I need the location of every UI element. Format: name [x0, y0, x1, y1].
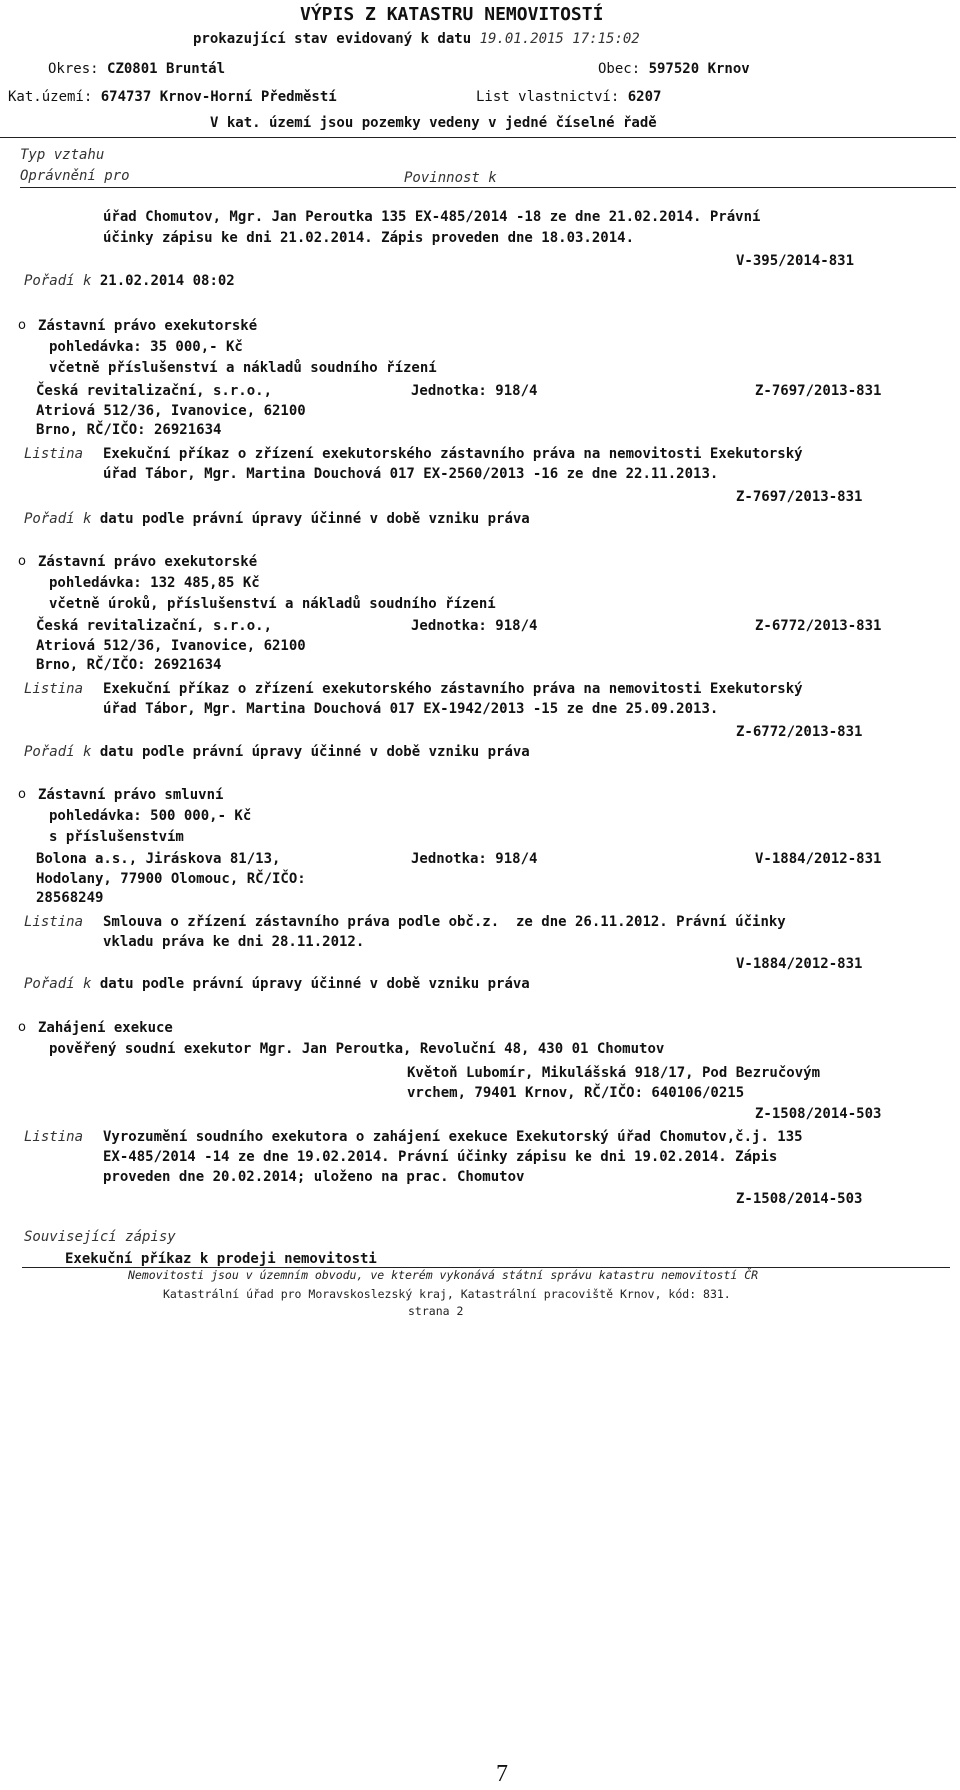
exekuce-code: Z-1508/2014-503 — [755, 1106, 882, 1122]
entry-3-poradi-value: datu podle právní úpravy účinné v době vzniku práva — [99, 976, 530, 992]
entry-3-party-2: Hodolany, 77900 Olomouc, RČ/IČO: — [36, 871, 306, 887]
exekuce-party-1: Květoň Lubomír, Mikulášská 918/17, Pod Bezručovým — [407, 1065, 821, 1081]
entry-1-code: Z-7697/2013-831 — [755, 383, 882, 399]
lv-value: 6207 — [627, 89, 662, 105]
entry-3-line-1: pohledávka: 500 000,- Kč — [49, 808, 252, 824]
intro-poradi-label: Pořadí k — [24, 273, 92, 289]
rada-note: V kat. území jsou pozemky vedeny v jedné číselné řadě — [210, 115, 657, 131]
entry-2-party-3: Brno, RČ/IČO: 26921634 — [36, 657, 222, 673]
col-povinnost: Povinnost k — [404, 170, 497, 186]
lv-label: List vlastnictví: — [476, 89, 628, 105]
exekuce-title: Zahájení exekuce — [38, 1020, 173, 1036]
entry-2-listina-2: úřad Tábor, Mgr. Martina Douchová 017 EX-1942/2013 -15 ze dne 25.09.2013. — [103, 701, 719, 717]
entry-3-listina-1: Smlouva o zřízení zástavního práva podle obč.z. ze dne 26.11.2012. Právní účinky — [103, 914, 786, 930]
col-typ-vztahu: Typ vztahu — [20, 147, 105, 163]
entry-2-bullet: o — [18, 554, 26, 569]
entry-1-line-2: včetně příslušenství a nákladů soudního řízení — [49, 360, 437, 376]
entry-3-listina-label: Listina — [24, 914, 84, 930]
entry-3-title: Zástavní právo smluvní — [38, 787, 224, 803]
entry-3-unit: Jednotka: 918/4 — [411, 851, 538, 867]
souvisejici-value: Exekuční příkaz k prodeji nemovitosti — [65, 1251, 377, 1267]
entry-1-listina-1: Exekuční příkaz o zřízení exekutorského zástavního práva na nemovitosti Exekutorský — [103, 446, 803, 462]
entry-3-poradi — [24, 975, 530, 993]
entry-1-line-1: pohledávka: 35 000,- Kč — [49, 339, 243, 355]
exekuce-listina-2: EX-485/2014 -14 ze dne 19.02.2014. Právní účinky zápisu ke dni 19.02.2014. Zápis — [103, 1149, 778, 1165]
snapshot-line — [193, 30, 640, 48]
footer-page-label: strana 2 — [408, 1304, 464, 1318]
entry-2-listina-ref: Z-6772/2013-831 — [736, 724, 863, 740]
entry-1-party-1: Česká revitalizační, s.r.o., — [36, 383, 273, 399]
exekuce-bullet: o — [18, 1020, 26, 1035]
columns-rule — [20, 187, 956, 188]
entry-2-listina-1: Exekuční příkaz o zřízení exekutorského zástavního práva na nemovitosti Exekutorský — [103, 681, 803, 697]
entry-3-listina-ref: V-1884/2012-831 — [736, 956, 863, 972]
entry-2-poradi-label: Pořadí k — [24, 744, 92, 760]
entry-2-poradi — [24, 743, 530, 761]
intro-line-1: úřad Chomutov, Mgr. Jan Peroutka 135 EX-485/2014 -18 ze dne 21.02.2014. Právní — [103, 209, 761, 225]
entry-1-poradi-value: datu podle právní úpravy účinné v době vzniku práva — [99, 511, 530, 527]
entry-1-listina-ref: Z-7697/2013-831 — [736, 489, 863, 505]
entry-3-code: V-1884/2012-831 — [755, 851, 882, 867]
exekuce-listina-ref: Z-1508/2014-503 — [736, 1191, 863, 1207]
entry-1-poradi — [24, 510, 530, 528]
souvisejici-label: Související zápisy — [24, 1229, 176, 1245]
entry-2-line-2: včetně úroků, příslušenství a nákladů soudního řízení — [49, 596, 496, 612]
entry-1-listina-2: úřad Tábor, Mgr. Martina Douchová 017 EX-2560/2013 -16 ze dne 22.11.2013. — [103, 466, 719, 482]
okres-label: Okres: — [48, 61, 108, 77]
intro-poradi-value: 21.02.2014 08:02 — [99, 273, 235, 289]
snapshot-date: 19.01.2015 17:15:02 — [479, 31, 640, 47]
entry-1-party-3: Brno, RČ/IČO: 26921634 — [36, 422, 222, 438]
lv-line — [476, 88, 661, 106]
entry-3-line-2: s příslušenstvím — [49, 829, 184, 845]
obec-label: Obec: — [598, 61, 649, 77]
entry-1-party-2: Atriová 512/36, Ivanovice, 62100 — [36, 403, 306, 419]
footer-line-1: Nemovitosti jsou v územním obvodu, ve kterém vykonává státní správu katastru nemovitostí ČR — [128, 1268, 759, 1282]
entry-2-listina-label: Listina — [24, 681, 84, 697]
intro-ref: V-395/2014-831 — [736, 253, 855, 269]
katuzemi-label: Kat.území: — [8, 89, 101, 105]
col-opravneni: Oprávnění pro — [20, 168, 130, 184]
entry-3-listina-2: vkladu práva ke dni 28.11.2012. — [103, 934, 365, 950]
entry-2-unit: Jednotka: 918/4 — [411, 618, 538, 634]
header-rule — [0, 137, 956, 138]
entry-3-party-1: Bolona a.s., Jiráskova 81/13, — [36, 851, 281, 867]
entry-2-party-1: Česká revitalizační, s.r.o., — [36, 618, 273, 634]
exekuce-line: pověřený soudní exekutor Mgr. Jan Peroutka, Revoluční 48, 430 01 Chomutov — [49, 1041, 665, 1057]
entry-2-title: Zástavní právo exekutorské — [38, 554, 258, 570]
katuzemi-line — [8, 88, 337, 106]
obec-value: 597520 Krnov — [648, 61, 750, 77]
entry-2-party-2: Atriová 512/36, Ivanovice, 62100 — [36, 638, 306, 654]
okres-value: CZ0801 Bruntál — [107, 61, 226, 77]
entry-1-poradi-label: Pořadí k — [24, 511, 92, 527]
okres-line — [48, 60, 225, 78]
snapshot-prefix: prokazující stav evidovaný k datu — [193, 31, 480, 47]
intro-line-2: účinky zápisu ke dni 21.02.2014. Zápis proveden dne 18.03.2014. — [103, 230, 635, 246]
entry-1-bullet: o — [18, 318, 26, 333]
exekuce-listina-1: Vyrozumění soudního exekutora o zahájení exekuce Exekutorský úřad Chomutov,č.j. 135 — [103, 1129, 803, 1145]
entry-1-unit: Jednotka: 918/4 — [411, 383, 538, 399]
entry-1-title: Zástavní právo exekutorské — [38, 318, 258, 334]
entry-2-line-1: pohledávka: 132 485,85 Kč — [49, 575, 260, 591]
page-number: 7 — [496, 1761, 508, 1787]
entry-2-poradi-value: datu podle právní úpravy účinné v době vzniku práva — [99, 744, 530, 760]
document-title: VÝPIS Z KATASTRU NEMOVITOSTÍ — [300, 4, 604, 25]
entry-3-poradi-label: Pořadí k — [24, 976, 92, 992]
obec-line — [598, 60, 750, 78]
entry-1-listina-label: Listina — [24, 446, 84, 462]
katuzemi-value: 674737 Krnov-Horní Předměstí — [100, 89, 337, 105]
intro-poradi — [24, 272, 235, 290]
exekuce-party-2: vrchem, 79401 Krnov, RČ/IČO: 640106/0215 — [407, 1085, 745, 1101]
footer-line-2: Katastrální úřad pro Moravskoslezský kraj, Katastrální pracoviště Krnov, kód: 831. — [163, 1287, 731, 1301]
entry-2-code: Z-6772/2013-831 — [755, 618, 882, 634]
exekuce-listina-label: Listina — [24, 1129, 84, 1145]
entry-3-bullet: o — [18, 787, 26, 802]
entry-3-party-3: 28568249 — [36, 890, 104, 906]
exekuce-listina-3: proveden dne 20.02.2014; uloženo na prac. Chomutov — [103, 1169, 525, 1185]
